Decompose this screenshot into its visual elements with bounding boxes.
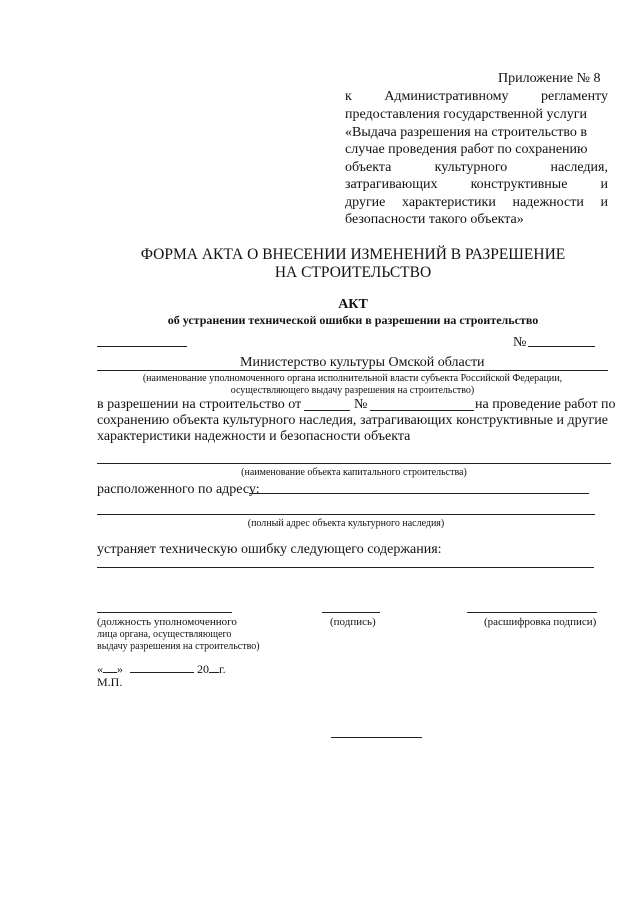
- signature-caption: (подпись): [330, 616, 376, 628]
- month-blank[interactable]: [130, 672, 194, 673]
- address-blank[interactable]: [249, 493, 589, 494]
- appendix-line-6: [345, 176, 608, 193]
- permit-word: наследия,: [298, 413, 357, 428]
- date-quote-open: «: [97, 662, 103, 676]
- appendix-word: характеристики: [402, 195, 496, 210]
- position-caption-1: (должность уполномоченного: [97, 616, 237, 628]
- permit-line-3: характеристики надежности и безопасности объекта: [97, 429, 411, 444]
- year-suffix: г.: [219, 662, 226, 676]
- date-row: [97, 662, 226, 676]
- position-caption-2: лица органа, осуществляющего: [97, 629, 232, 640]
- object-name-blank[interactable]: [97, 463, 611, 464]
- address-caption: (полный адрес объекта культурного наследия): [247, 518, 445, 529]
- year-prefix: 20: [197, 662, 209, 676]
- appendix-line-2: предоставления государственной услуги: [345, 107, 587, 122]
- permit-word: объекта: [172, 413, 220, 428]
- permit-line-2: [97, 412, 608, 429]
- appendix-word: наследия,: [550, 160, 608, 175]
- appendix-word: регламенту: [541, 89, 608, 104]
- appendix-word: надежности: [512, 195, 584, 210]
- appendix-line-7: [345, 194, 608, 211]
- fix-blank[interactable]: [97, 567, 594, 568]
- permit-word: другие: [567, 413, 608, 428]
- ministry-name: Министерство культуры Омской области: [240, 355, 485, 370]
- permit-text-2: на проведение работ по: [475, 397, 616, 412]
- appendix-word: культурного: [434, 160, 508, 175]
- position-blank[interactable]: [97, 612, 232, 613]
- bottom-divider: [331, 737, 422, 738]
- signature-blank[interactable]: [322, 612, 380, 613]
- appendix-title: Приложение № 8: [498, 71, 601, 86]
- appendix-word: конструктивные: [470, 177, 568, 192]
- appendix-line-1: [345, 88, 608, 105]
- year-blank[interactable]: [209, 672, 219, 673]
- appendix-line-8: безопасности такого объекта»: [345, 212, 524, 227]
- number-label: №: [513, 335, 527, 350]
- form-title-line-2: НА СТРОИТЕЛЬСТВО: [274, 264, 432, 281]
- ministry-underline: [97, 370, 608, 371]
- permit-word: сохранению: [97, 413, 170, 428]
- permit-word: культурного: [222, 413, 296, 428]
- appendix-word: объекта: [345, 160, 392, 175]
- permit-word: и: [556, 413, 564, 428]
- stamp-label: М.П.: [97, 675, 123, 689]
- appendix-word: другие: [345, 195, 386, 210]
- appendix-word: к: [345, 89, 352, 104]
- permit-word: конструктивные: [456, 413, 553, 428]
- ministry-caption-2: осуществляющего выдачу разрешения на строительство): [230, 385, 475, 396]
- address-label: расположенного по адресу:: [97, 482, 260, 497]
- fix-text: устраняет техническую ошибку следующего содержания:: [97, 542, 442, 557]
- permit-number-label: №: [354, 397, 368, 412]
- appendix-line-4: случае проведения работ по сохранению: [345, 142, 588, 157]
- appendix-word: Административному: [384, 89, 509, 104]
- appendix-word: и: [600, 195, 608, 210]
- appendix-word: и: [600, 177, 608, 192]
- permit-number-blank[interactable]: [370, 410, 474, 411]
- permit-text-1: в разрешении на строительство от: [97, 397, 302, 412]
- act-heading: АКТ: [338, 297, 368, 312]
- appendix-line-5: [345, 159, 608, 176]
- act-subheading: об устранении технической ошибки в разрешении на строительство: [167, 313, 539, 327]
- permit-date-blank[interactable]: [304, 410, 350, 411]
- address-blank-2[interactable]: [97, 514, 595, 515]
- number-blank[interactable]: [528, 346, 595, 347]
- date-quote-close: »: [117, 662, 123, 676]
- date-blank[interactable]: [97, 346, 187, 347]
- permit-word: затрагивающих: [360, 413, 453, 428]
- object-caption: (наименование объекта капитального строительства): [241, 467, 467, 478]
- ministry-caption-1: (наименование уполномоченного органа исполнительной власти субъекта Российской Федерации,: [142, 373, 563, 384]
- day-blank[interactable]: [103, 672, 117, 673]
- decode-caption: (расшифровка подписи): [484, 616, 597, 628]
- form-title-line-1: ФОРМА АКТА О ВНЕСЕНИИ ИЗМЕНЕНИЙ В РАЗРЕШЕНИЕ: [140, 246, 566, 263]
- position-caption-3: выдачу разрешения на строительство): [97, 641, 260, 652]
- appendix-line-3: «Выдача разрешения на строительство в: [345, 125, 588, 140]
- appendix-word: затрагивающих: [345, 177, 438, 192]
- decode-blank[interactable]: [467, 612, 597, 613]
